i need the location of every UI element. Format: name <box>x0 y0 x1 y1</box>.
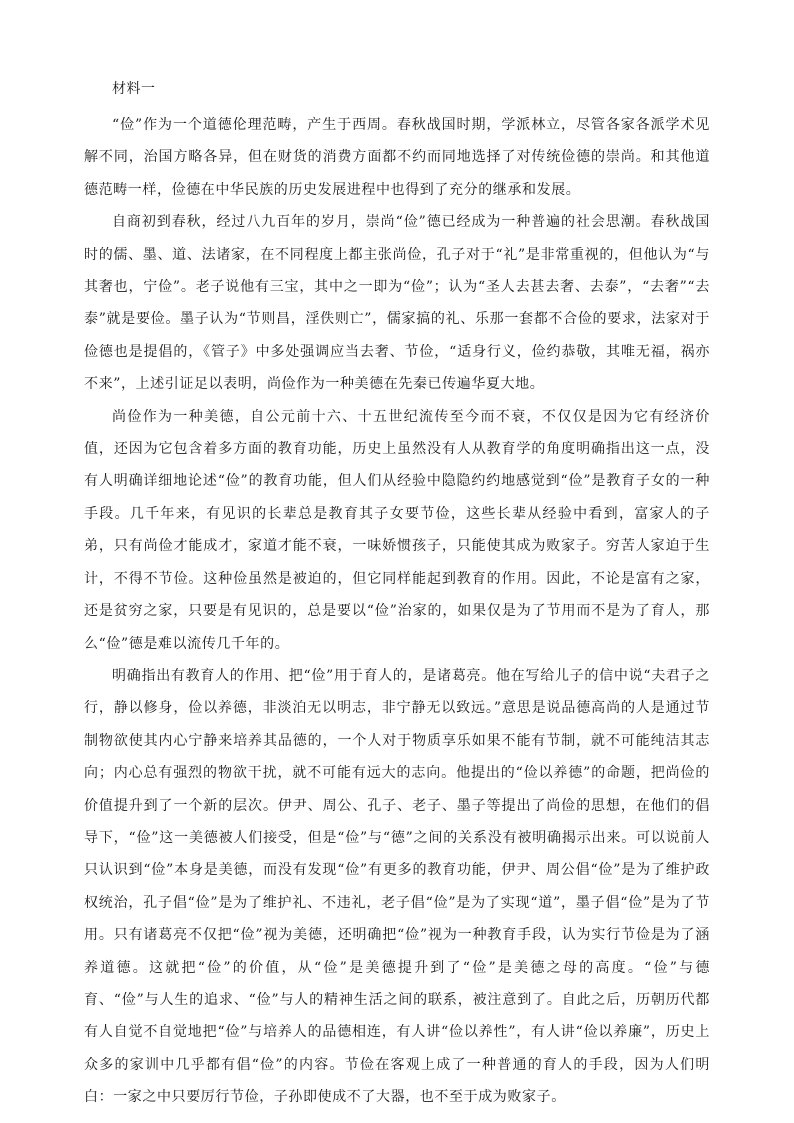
paragraph-2: 自商初到春秋，经过八九百年的岁月，崇尚“俭”德已经成为一种普遍的社会思潮。春秋战国时的儒、墨、道、法诸家，在不同程度上都主张尚俭，孔子对于“礼”是非常重视的，但他认为“与其奢也，宁俭”。老子说他有三宝，其中之一即为“俭”；认为“圣人去甚去奢、去泰”，“去奢”“去泰”就是要俭。墨子认为“节则昌，淫佚则亡”，儒家搞的礼、乐那一套都不合俭的要求，法家对于俭德也是提倡的，《管子》中多处强调应当去奢、节俭，“适身行义，俭约恭敬，其唯无福，祸亦不来”，上述引证足以表明，尚俭作为一种美德在先秦已传遍华夏大地。 <box>84 214 710 393</box>
material-heading: 材料一 <box>112 81 156 97</box>
paragraph-3: 尚俭作为一种美德，自公元前十六、十五世纪流传至今而不衰，不仅仅是因为它有经济价值，还因为它包含着多方面的教育功能，历史上虽然没有人从教育学的角度明确指出这一点，没有人明确详细地论述“俭”的教育功能，但人们从经验中隐隐约约地感觉到“俭”是教育子女的一种手段。几千年来，有见识的长辈总是教育其子女要节俭，这些长辈从经验中看到，富家人的子弟，只有尚俭才能成才，家道才能不衰，一味娇惯孩子，只能使其成为败家子。穷苦人家迫于生计，不得不节俭。这种俭虽然是被迫的，但它同样能起到教育的作用。因此，不论是富有之家，还是贫穷之家，只要是有见识的，总是要以“俭”治家的，如果仅是为了节用而不是为了育人，那么“俭”德是难以流传几千年的。 <box>84 408 710 652</box>
paragraph-4: 明确指出有教育人的作用、把“俭”用于育人的，是诸葛亮。他在写给儿子的信中说“夫君子之行，静以修身，俭以养德，非淡泊无以明志，非宁静无以致远。”意思是说品德高尚的人是通过节制物欲使其内心宁静来培养其品德的，一个人对于物质享乐如果不能有节制，就不可能纯洁其志向；内心总有强烈的物欲干扰，就不可能有远大的志向。他提出的“俭以养德”的命题，把尚俭的价值提升到了一个新的层次。伊尹、周公、孔子、老子、墨子等提出了尚俭的思想，在他们的倡导下，“俭”这一美德被人们接受，但是“俭”与“德”之间的关系没有被明确揭示出来。可以说前人只认识到“俭”本身是美德，而没有发现“俭”有更多的教育功能，伊尹、周公倡“俭”是为了维护政权统治，孔子倡“俭”是为了维护礼、不违礼，老子倡“俭”是为了实现“道”，墨子倡“俭”是为了节用。只有诸葛亮不仅把“俭”视为美德，还明确把“俭”视为一种教育手段，认为实行节俭是为了涵养道德。这就把“俭”的价值，从“俭”是美德提升到了“俭”是美德之母的高度。“俭”与德育、“俭”与人生的追求、“俭”与人的精神生活之间的联系，被注意到了。自此之后，历朝历代都有人自觉不自觉地把“俭”与培养人的品德相连，有人讲“俭以养性”，有人讲“俭以养廉”，历史上众多的家训中几乎都有倡“俭”的内容。节俭在客观上成了一种普通的育人的手段，因为人们明白：一家之中只要厉行节俭，子孙即使成不了大器，也不至于成为败家子。 <box>84 667 710 1106</box>
paragraph-1: “俭”作为一个道德伦理范畴，产生于西周。春秋战国时期，学派林立，尽管各家各派学术见解不同，治国方略各异，但在财货的消费方面都不约而同地选择了对传统俭德的崇尚。和其他道德范畴一样，俭德在中华民族的历史发展进程中也得到了充分的继承和发展。 <box>84 117 710 198</box>
